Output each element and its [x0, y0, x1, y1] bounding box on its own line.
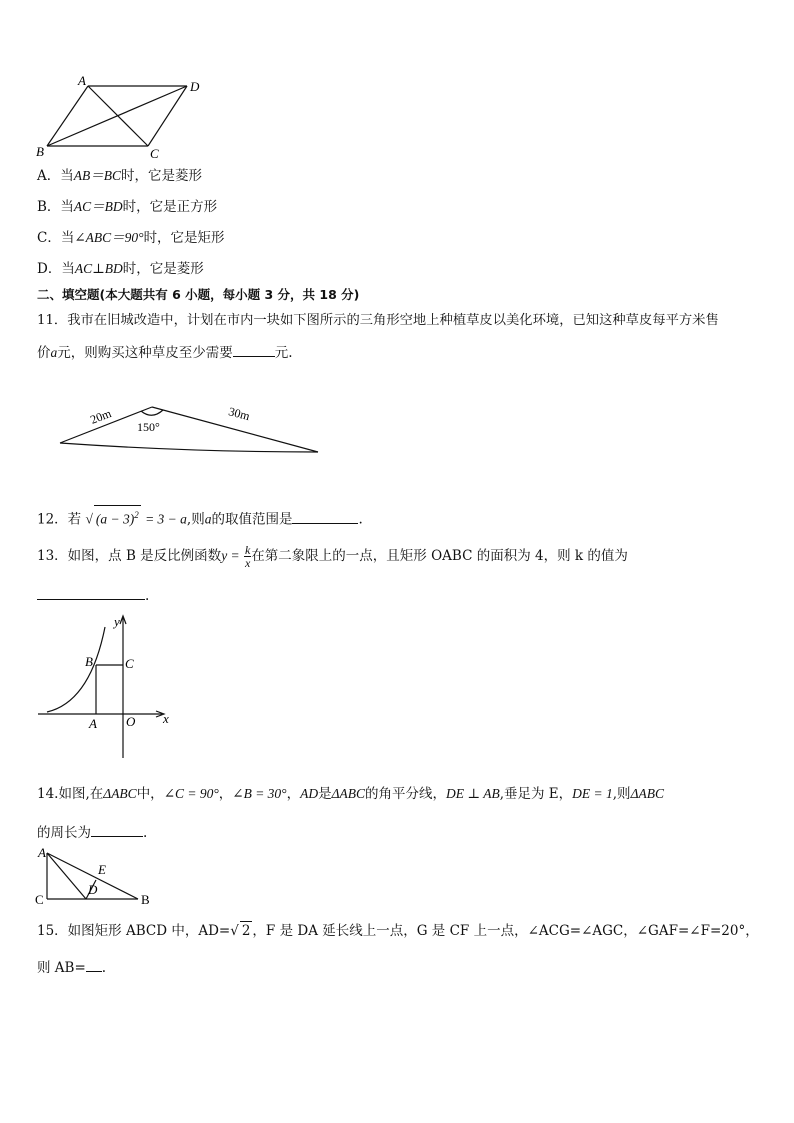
label-x: x [163, 711, 169, 726]
q13-pre: 13．如图，点 B 是反比例函数 [37, 548, 222, 564]
q11-pre: 价 [37, 345, 51, 361]
q14-tri2: ΔABC [331, 786, 366, 801]
q12-mid: ,则 [186, 511, 205, 528]
label-150: 150° [137, 420, 160, 434]
option-c-pre: C．当 [37, 230, 75, 246]
label-d: D [190, 79, 200, 94]
option-c-math: ∠ABC＝90° [74, 230, 144, 245]
label-c: C [125, 656, 134, 671]
q12-radicand-text: (a − 3) [95, 511, 135, 527]
q12-post: 的取值范围是 [211, 511, 293, 528]
label-a: A [89, 716, 97, 731]
q12-answer-blank[interactable] [292, 509, 358, 524]
q12-eq: = 3 − a [145, 511, 187, 527]
q10-option-d [37, 260, 204, 278]
label-b: B [85, 654, 93, 669]
option-a-pre: A．当 [37, 168, 74, 184]
q13-end: . [145, 588, 150, 604]
q15-line2 [37, 957, 106, 977]
q15-sqrt: 2 [241, 923, 251, 939]
q14-c5: DE = 1 [572, 786, 613, 801]
q12-end: . [358, 511, 363, 528]
q15-end: . [101, 960, 107, 976]
q14-end: . [143, 825, 148, 841]
q10-option-a [37, 167, 202, 185]
label-b: B [36, 144, 44, 159]
q12-var-a: a [204, 511, 212, 527]
q12-pre: 12．若 [37, 511, 82, 528]
option-b-pre: B．当 [37, 199, 74, 215]
q15-post: ，F 是 DA 延长线上一点，G 是 CF 上一点，∠ACG=∠AGC，∠GAF=∠F=20°， [252, 923, 759, 939]
q14-answer-blank[interactable] [91, 822, 143, 837]
q14-p2: 中， [136, 786, 164, 802]
label-c: C [150, 146, 159, 161]
q13-post: 在第二象限上的一点，且矩形 OABC 的面积为 4，则 k 的值为 [251, 548, 628, 564]
q11-line1: 11．我市在旧城改造中，计划在市内一块如下图所示的三角形空地上种植草皮以美化环境，已知这种草皮每平方米售 [37, 313, 719, 328]
q13-answer-blank[interactable] [37, 585, 145, 600]
q10-option-b [37, 198, 217, 216]
q13-func-y: y = [221, 548, 240, 563]
q14-triangle-figure [30, 843, 160, 908]
q14-tri1: ΔABC [103, 786, 137, 801]
label-30m: 30m [227, 404, 252, 424]
q14-c3: AD [300, 786, 319, 801]
label-20m: 20m [88, 406, 114, 427]
q11-mid: 元，则购买这种草皮至少需要 [57, 345, 233, 361]
q11-triangle-figure [50, 390, 340, 460]
segment-ad [47, 853, 86, 899]
label-y: y [114, 614, 120, 629]
section-title: 二、填空题(本大题共有 6 小题，每小题 3 分，共 18 分) [37, 287, 360, 302]
q14-tri3: ΔABC [630, 786, 664, 801]
base-side [60, 443, 318, 452]
angle-arc [141, 410, 163, 415]
option-b-math: AC＝BD [73, 199, 123, 214]
label-e: E [98, 862, 106, 877]
sqrt-sign: √ [230, 923, 239, 939]
q11-line2 [37, 342, 293, 362]
q14-p3: ， [218, 786, 233, 802]
q13-hyperbola-figure [30, 612, 180, 762]
q14-c4: DE ⊥ AB [446, 786, 500, 801]
q10-parallelogram-figure [30, 74, 220, 164]
label-c: C [35, 892, 44, 907]
q11-answer-blank[interactable] [233, 342, 275, 357]
q15-line1 [37, 921, 759, 940]
option-d-math: AC⊥BD [74, 261, 123, 276]
q15-pre: 15．如图矩形 ABCD 中，AD= [37, 923, 231, 939]
q14-c1: ∠C = 90° [163, 786, 219, 801]
option-c-post: 时，它是矩形 [143, 230, 225, 246]
q12-radicand [94, 505, 141, 529]
q14-c2: ∠B = 30° [232, 786, 287, 801]
q14-p7: ,垂足为 E， [499, 786, 573, 802]
q14-p8: ,则 [612, 786, 631, 802]
option-d-pre: D．当 [37, 261, 75, 277]
q14-line2 [37, 822, 147, 842]
q13-line2 [37, 585, 149, 605]
q14-line2-text: 的周长为 [37, 825, 91, 841]
q14-p5: 是 [318, 786, 332, 802]
option-a-post: 时，它是菱形 [121, 168, 202, 184]
q13-frac-num: k [244, 543, 251, 557]
label-b: B [141, 892, 150, 907]
q12-exp: 2 [134, 510, 139, 520]
q11-var-a: a [50, 345, 58, 360]
option-d-post: 时，它是菱形 [122, 261, 204, 277]
sqrt-sign: √ [85, 511, 93, 527]
label-d: D [88, 882, 98, 897]
q13-line1 [37, 544, 628, 569]
q14-p1: 14.如图,在 [37, 786, 104, 802]
option-a-math: AB＝BC [73, 168, 121, 183]
q15-line2-text: 则 AB= [37, 960, 86, 976]
q14-p4: ， [286, 786, 301, 802]
q14-p6: 的角平分线， [365, 786, 447, 802]
q13-frac-den: x [244, 556, 251, 570]
q12-line [37, 505, 363, 529]
label-a: A [38, 845, 46, 860]
label-o: O [126, 714, 136, 729]
q14-line1 [37, 785, 664, 803]
q15-answer-blank[interactable] [86, 957, 102, 972]
label-a: A [78, 74, 86, 88]
q11-post: 元. [274, 345, 293, 361]
q10-option-c [37, 229, 225, 247]
option-b-post: 时，它是正方形 [122, 199, 218, 215]
